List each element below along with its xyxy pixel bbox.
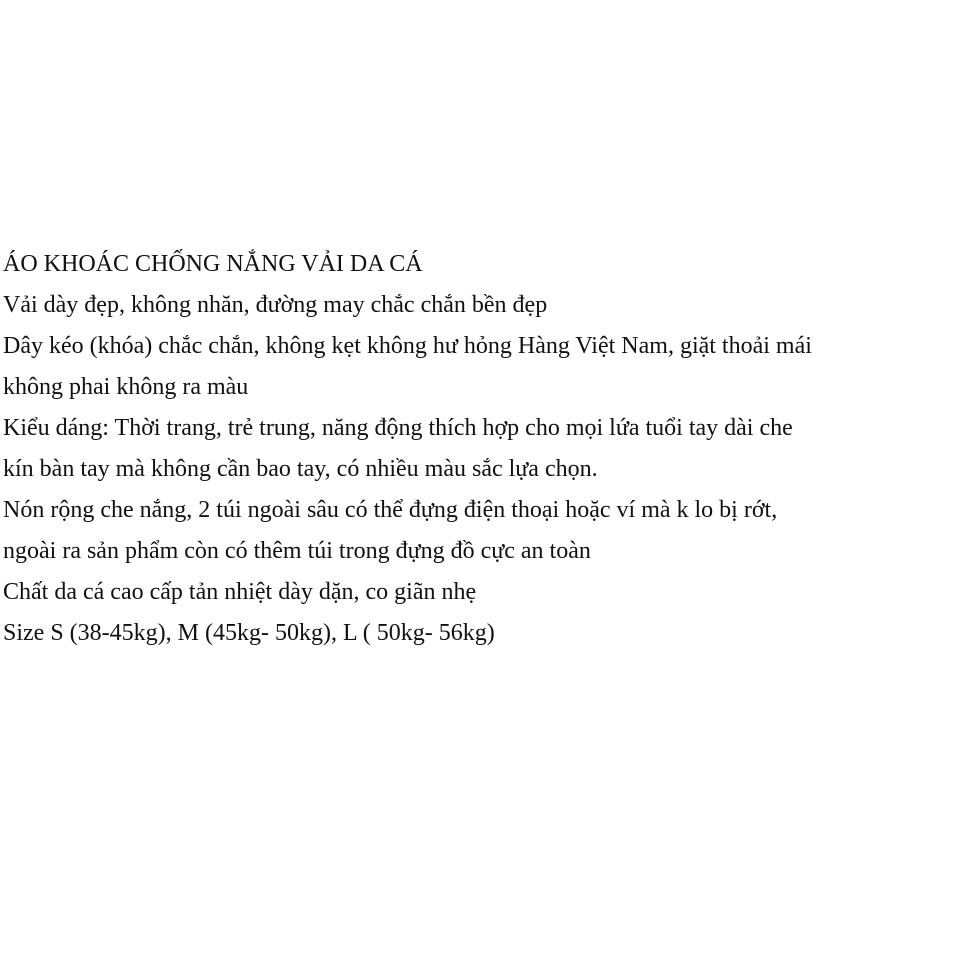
product-description xyxy=(3,244,958,654)
description-line-sizes: Size S (38-45kg), M (45kg- 50kg), L ( 50kg- 56kg) xyxy=(3,620,495,646)
description-line-fabric: Vải dày đẹp, không nhăn, đường may chắc chắn bền đẹp xyxy=(3,292,548,318)
description-line-hood-pockets-cont: ngoài ra sản phẩm còn có thêm túi trong đựng đồ cực an toàn xyxy=(3,538,591,564)
description-line-style: Kiểu dáng: Thời trang, trẻ trung, năng động thích hợp cho mọi lứa tuổi tay dài che xyxy=(3,415,793,441)
description-line-zipper-cont: không phai không ra màu xyxy=(3,374,249,400)
description-line-material: Chất da cá cao cấp tản nhiệt dày dặn, co giãn nhẹ xyxy=(3,579,477,605)
description-line-zipper: Dây kéo (khóa) chắc chắn, không kẹt không hư hỏng Hàng Việt Nam, giặt thoải mái xyxy=(3,333,812,359)
description-line-style-cont: kín bàn tay mà không cần bao tay, có nhiều màu sắc lựa chọn. xyxy=(3,456,598,482)
product-title: ÁO KHOÁC CHỐNG NẮNG VẢI DA CÁ xyxy=(3,251,423,277)
description-line-hood-pockets: Nón rộng che nắng, 2 túi ngoài sâu có thể đựng điện thoại hoặc ví mà k lo bị rớt, xyxy=(3,497,778,523)
